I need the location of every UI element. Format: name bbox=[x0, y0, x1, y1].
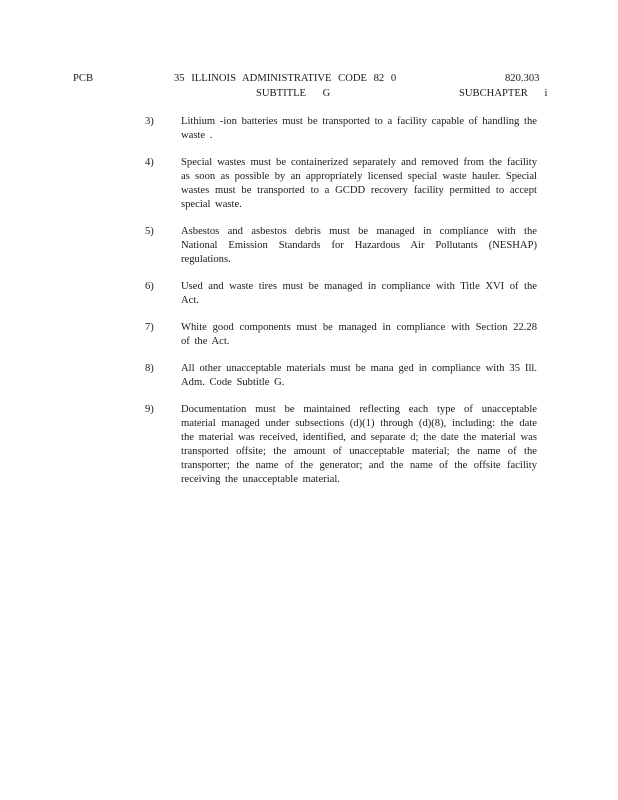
item-number: 4) bbox=[145, 157, 154, 168]
item-number: 5) bbox=[145, 226, 154, 237]
list-item bbox=[145, 362, 545, 390]
requirements-list bbox=[145, 115, 545, 500]
header-subtitle: SUBTITLE G bbox=[256, 88, 331, 99]
item-number: 8) bbox=[145, 363, 154, 374]
header-title: 35 ILLINOIS ADMINISTRATIVE CODE 82 0 bbox=[174, 73, 397, 84]
list-item bbox=[145, 321, 545, 349]
header-agency: PCB bbox=[73, 73, 94, 84]
item-number: 7) bbox=[145, 322, 154, 333]
item-text: All other unacceptable materials must be mana ged in compliance with 35 Ill. Adm. Code Subtitle G. bbox=[181, 363, 537, 388]
item-text: Documentation must be maintained reflecting each type of unacceptable material managed under subsections (d)(1) through (d)(8), including: the date the material was received, identified, and separate d; the date the material was transported offsite; the amount of unacceptable material; the name of the transporter; the name of the generator; and the name of the offsite facility receiving the unacceptable material. bbox=[181, 404, 537, 485]
list-item bbox=[145, 225, 545, 267]
list-item bbox=[145, 156, 545, 212]
item-number: 6) bbox=[145, 281, 154, 292]
item-text: Lithium -ion batteries must be transported to a facility capable of handling the waste . bbox=[181, 116, 537, 141]
item-text: Used and waste tires must be managed in compliance with Title XVI of the Act. bbox=[181, 281, 537, 306]
header-section-number: 820.303 bbox=[505, 73, 540, 84]
item-text: Special wastes must be containerized separately and removed from the facility as soon as possible by an appropriately licensed special waste hauler. Special wastes must be transported to a GCDD recovery facility permitted to accept special waste. bbox=[181, 157, 537, 210]
item-number: 3) bbox=[145, 116, 154, 127]
list-item bbox=[145, 115, 545, 143]
item-text: Asbestos and asbestos debris must be managed in compliance with the National Emission Standards for Hazardous Air Pollutants (NESHAP) regulations. bbox=[181, 226, 537, 265]
header-subchapter: SUBCHAPTER i bbox=[459, 88, 548, 99]
list-item bbox=[145, 403, 545, 487]
item-text: White good components must be managed in compliance with Section 22.28 of the Act. bbox=[181, 322, 537, 347]
item-number: 9) bbox=[145, 404, 154, 415]
list-item bbox=[145, 280, 545, 308]
